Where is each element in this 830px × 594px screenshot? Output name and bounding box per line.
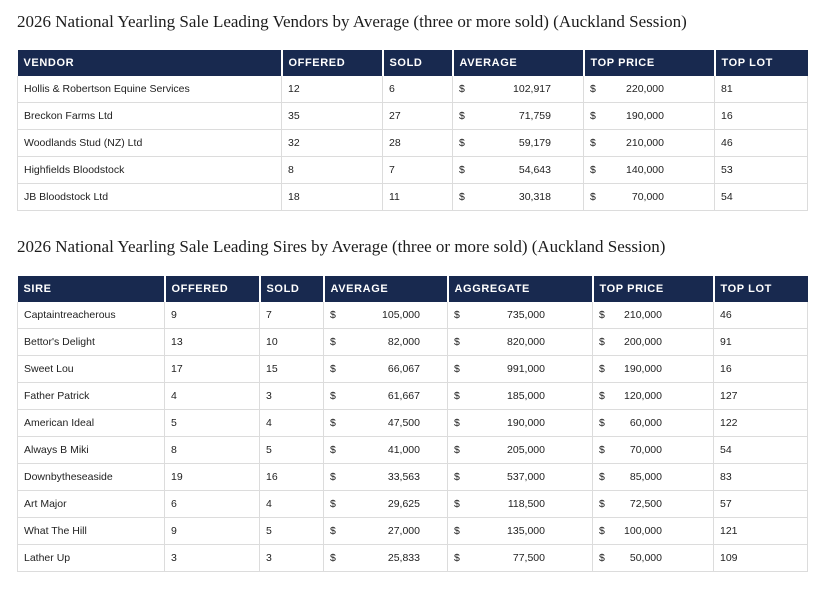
sold-cell: 5 <box>260 437 324 464</box>
average-cell <box>453 130 584 157</box>
sire-name: Sweet Lou <box>18 356 165 383</box>
aggregate-cell-value: 991,000 <box>507 363 545 375</box>
currency-symbol: $ <box>330 498 336 510</box>
col-header-sold: SOLD <box>260 276 324 302</box>
col-header-aggregate: AGGREGATE <box>448 276 593 302</box>
offered-cell: 6 <box>165 491 260 518</box>
col-header-sold: SOLD <box>383 50 453 76</box>
currency-symbol: $ <box>330 336 336 348</box>
top-lot-cell: 109 <box>714 545 808 572</box>
offered-cell: 5 <box>165 410 260 437</box>
top-price-cell-value: 85,000 <box>629 471 662 483</box>
aggregate-cell-value: 735,000 <box>507 309 545 321</box>
top-price-cell-value: 50,000 <box>629 552 662 564</box>
average-cell <box>324 491 448 518</box>
currency-symbol: $ <box>599 498 605 510</box>
aggregate-cell <box>448 437 593 464</box>
aggregate-cell <box>448 545 593 572</box>
average-cell <box>324 410 448 437</box>
aggregate-cell-value: 205,000 <box>507 444 545 456</box>
table-row <box>18 356 808 383</box>
average-cell <box>324 518 448 545</box>
offered-cell: 8 <box>165 437 260 464</box>
currency-symbol: $ <box>454 390 460 402</box>
currency-symbol: $ <box>330 390 336 402</box>
top-price-cell-value: 70,000 <box>629 444 662 456</box>
top-price-cell-value: 120,000 <box>624 390 662 402</box>
sire-name: Always B Miki <box>18 437 165 464</box>
top-lot-cell: 46 <box>715 130 808 157</box>
top-price-cell-value: 200,000 <box>624 336 662 348</box>
average-cell-value: 82,000 <box>387 336 420 348</box>
average-cell-value: 66,067 <box>387 363 420 375</box>
table-row <box>18 329 808 356</box>
sire-name: Lather Up <box>18 545 165 572</box>
top-price-cell <box>593 491 714 518</box>
currency-symbol: $ <box>454 552 460 564</box>
aggregate-cell <box>448 329 593 356</box>
average-cell-value: 33,563 <box>387 471 420 483</box>
sold-cell: 7 <box>260 302 324 329</box>
currency-symbol: $ <box>330 471 336 483</box>
top-price-cell-value: 140,000 <box>626 164 664 176</box>
table-row <box>18 464 808 491</box>
offered-cell: 13 <box>165 329 260 356</box>
col-header-top-lot: TOP LOT <box>715 50 808 76</box>
average-cell-value: 47,500 <box>387 417 420 429</box>
average-cell <box>324 437 448 464</box>
col-header-offered: OFFERED <box>165 276 260 302</box>
aggregate-cell-value: 185,000 <box>507 390 545 402</box>
currency-symbol: $ <box>599 552 605 564</box>
average-cell <box>324 329 448 356</box>
table-row <box>18 545 808 572</box>
top-price-cell <box>593 464 714 491</box>
currency-symbol: $ <box>330 417 336 429</box>
currency-symbol: $ <box>330 525 336 537</box>
offered-cell: 12 <box>282 76 383 103</box>
average-cell <box>324 302 448 329</box>
average-cell <box>453 184 584 211</box>
top-price-cell <box>584 184 715 211</box>
average-cell-value: 29,625 <box>387 498 420 510</box>
top-lot-cell: 16 <box>714 356 808 383</box>
top-lot-cell: 91 <box>714 329 808 356</box>
vendor-name: JB Bloodstock Ltd <box>18 184 282 211</box>
average-cell-value: 61,667 <box>387 390 420 402</box>
vendor-name: Highfields Bloodstock <box>18 157 282 184</box>
sold-cell: 16 <box>260 464 324 491</box>
table-row <box>18 76 808 103</box>
currency-symbol: $ <box>330 309 336 321</box>
average-cell-value: 102,917 <box>513 83 551 95</box>
currency-symbol: $ <box>454 336 460 348</box>
currency-symbol: $ <box>459 164 465 176</box>
top-price-cell <box>593 356 714 383</box>
aggregate-cell-value: 135,000 <box>507 525 545 537</box>
top-price-cell <box>593 410 714 437</box>
currency-symbol: $ <box>459 110 465 122</box>
average-cell <box>324 464 448 491</box>
currency-symbol: $ <box>454 444 460 456</box>
table-row <box>18 491 808 518</box>
top-lot-cell: 54 <box>714 437 808 464</box>
top-lot-cell: 57 <box>714 491 808 518</box>
aggregate-cell <box>448 383 593 410</box>
sold-cell: 4 <box>260 410 324 437</box>
sires-table-body <box>18 302 808 572</box>
average-cell-value: 105,000 <box>382 309 420 321</box>
col-header-offered: OFFERED <box>282 50 383 76</box>
offered-cell: 4 <box>165 383 260 410</box>
currency-symbol: $ <box>599 363 605 375</box>
currency-symbol: $ <box>454 309 460 321</box>
vendors-table-title: 2026 National Yearling Sale Leading Vendors by Average (three or more sold) (Auckland Session) <box>17 12 687 31</box>
top-price-cell-value: 210,000 <box>626 137 664 149</box>
sire-name: Bettor's Delight <box>18 329 165 356</box>
offered-cell: 8 <box>282 157 383 184</box>
top-price-cell-value: 220,000 <box>626 83 664 95</box>
average-cell <box>324 545 448 572</box>
currency-symbol: $ <box>599 417 605 429</box>
average-cell-value: 54,643 <box>518 164 551 176</box>
table-row <box>18 437 808 464</box>
vendors-header-row <box>18 50 808 76</box>
table-row <box>18 103 808 130</box>
col-header-average: AVERAGE <box>324 276 448 302</box>
sire-name: What The Hill <box>18 518 165 545</box>
currency-symbol: $ <box>454 363 460 375</box>
sire-name: Father Patrick <box>18 383 165 410</box>
top-price-cell-value: 72,500 <box>629 498 662 510</box>
sires-header-row <box>18 276 808 302</box>
currency-symbol: $ <box>590 110 596 122</box>
sire-name: Art Major <box>18 491 165 518</box>
table-row <box>18 302 808 329</box>
vendor-name: Breckon Farms Ltd <box>18 103 282 130</box>
currency-symbol: $ <box>590 83 596 95</box>
vendor-name: Woodlands Stud (NZ) Ltd <box>18 130 282 157</box>
aggregate-cell <box>448 356 593 383</box>
average-cell-value: 30,318 <box>518 191 551 203</box>
aggregate-cell <box>448 302 593 329</box>
sold-cell: 6 <box>383 76 453 103</box>
average-cell-value: 71,759 <box>518 110 551 122</box>
top-lot-cell: 81 <box>715 76 808 103</box>
currency-symbol: $ <box>454 471 460 483</box>
top-lot-cell: 54 <box>715 184 808 211</box>
aggregate-cell <box>448 410 593 437</box>
currency-symbol: $ <box>454 417 460 429</box>
sire-name: Captaintreacherous <box>18 302 165 329</box>
aggregate-cell-value: 537,000 <box>507 471 545 483</box>
sold-cell: 27 <box>383 103 453 130</box>
aggregate-cell <box>448 518 593 545</box>
currency-symbol: $ <box>599 309 605 321</box>
sold-cell: 10 <box>260 329 324 356</box>
top-price-cell <box>593 329 714 356</box>
top-price-cell <box>584 130 715 157</box>
currency-symbol: $ <box>459 191 465 203</box>
average-cell <box>453 157 584 184</box>
average-cell-value: 59,179 <box>518 137 551 149</box>
offered-cell: 3 <box>165 545 260 572</box>
average-cell <box>324 356 448 383</box>
top-price-cell-value: 100,000 <box>624 525 662 537</box>
top-price-cell-value: 210,000 <box>624 309 662 321</box>
aggregate-cell-value: 190,000 <box>507 417 545 429</box>
top-price-cell-value: 70,000 <box>631 191 664 203</box>
col-header-top-lot: TOP LOT <box>714 276 808 302</box>
table-row <box>18 184 808 211</box>
sold-cell: 11 <box>383 184 453 211</box>
top-price-cell <box>593 383 714 410</box>
offered-cell: 19 <box>165 464 260 491</box>
top-lot-cell: 16 <box>715 103 808 130</box>
sold-cell: 3 <box>260 383 324 410</box>
currency-symbol: $ <box>599 525 605 537</box>
average-cell-value: 41,000 <box>387 444 420 456</box>
aggregate-cell-value: 77,500 <box>512 552 545 564</box>
sold-cell: 5 <box>260 518 324 545</box>
sire-name: American Ideal <box>18 410 165 437</box>
currency-symbol: $ <box>454 498 460 510</box>
vendors-table-body <box>18 76 808 211</box>
top-lot-cell: 127 <box>714 383 808 410</box>
top-price-cell <box>584 157 715 184</box>
aggregate-cell-value: 118,500 <box>507 498 545 510</box>
sold-cell: 4 <box>260 491 324 518</box>
sire-name: Downbytheseaside <box>18 464 165 491</box>
top-price-cell <box>593 437 714 464</box>
top-price-cell-value: 190,000 <box>626 110 664 122</box>
offered-cell: 35 <box>282 103 383 130</box>
currency-symbol: $ <box>599 390 605 402</box>
top-price-cell <box>593 518 714 545</box>
offered-cell: 32 <box>282 130 383 157</box>
currency-symbol: $ <box>590 191 596 203</box>
col-header-top-price: TOP PRICE <box>593 276 714 302</box>
top-price-cell <box>584 76 715 103</box>
table-row <box>18 157 808 184</box>
sires-table-title: 2026 National Yearling Sale Leading Sires by Average (three or more sold) (Auckland Session) <box>17 237 666 256</box>
average-cell <box>324 383 448 410</box>
table-row <box>18 130 808 157</box>
offered-cell: 17 <box>165 356 260 383</box>
sold-cell: 15 <box>260 356 324 383</box>
currency-symbol: $ <box>459 83 465 95</box>
sires-table <box>17 276 808 572</box>
table-row <box>18 518 808 545</box>
currency-symbol: $ <box>459 137 465 149</box>
average-cell-value: 27,000 <box>387 525 420 537</box>
vendor-name: Hollis & Robertson Equine Services <box>18 76 282 103</box>
average-cell <box>453 76 584 103</box>
currency-symbol: $ <box>599 336 605 348</box>
currency-symbol: $ <box>330 444 336 456</box>
col-header-sire: SIRE <box>18 276 165 302</box>
top-price-cell-value: 190,000 <box>624 363 662 375</box>
currency-symbol: $ <box>590 137 596 149</box>
vendors-table <box>17 50 808 211</box>
currency-symbol: $ <box>599 471 605 483</box>
offered-cell: 18 <box>282 184 383 211</box>
currency-symbol: $ <box>454 525 460 537</box>
top-lot-cell: 53 <box>715 157 808 184</box>
col-header-average: AVERAGE <box>453 50 584 76</box>
currency-symbol: $ <box>599 444 605 456</box>
average-cell <box>453 103 584 130</box>
table-row <box>18 383 808 410</box>
aggregate-cell <box>448 464 593 491</box>
currency-symbol: $ <box>330 552 336 564</box>
col-header-top-price: TOP PRICE <box>584 50 715 76</box>
top-lot-cell: 122 <box>714 410 808 437</box>
sold-cell: 7 <box>383 157 453 184</box>
sold-cell: 28 <box>383 130 453 157</box>
average-cell-value: 25,833 <box>387 552 420 564</box>
aggregate-cell-value: 820,000 <box>507 336 545 348</box>
top-lot-cell: 121 <box>714 518 808 545</box>
currency-symbol: $ <box>590 164 596 176</box>
aggregate-cell <box>448 491 593 518</box>
table-row <box>18 410 808 437</box>
offered-cell: 9 <box>165 302 260 329</box>
top-price-cell <box>584 103 715 130</box>
currency-symbol: $ <box>330 363 336 375</box>
top-lot-cell: 46 <box>714 302 808 329</box>
top-price-cell-value: 60,000 <box>629 417 662 429</box>
sold-cell: 3 <box>260 545 324 572</box>
top-price-cell <box>593 302 714 329</box>
top-lot-cell: 83 <box>714 464 808 491</box>
col-header-vendor: VENDOR <box>18 50 282 76</box>
offered-cell: 9 <box>165 518 260 545</box>
top-price-cell <box>593 545 714 572</box>
